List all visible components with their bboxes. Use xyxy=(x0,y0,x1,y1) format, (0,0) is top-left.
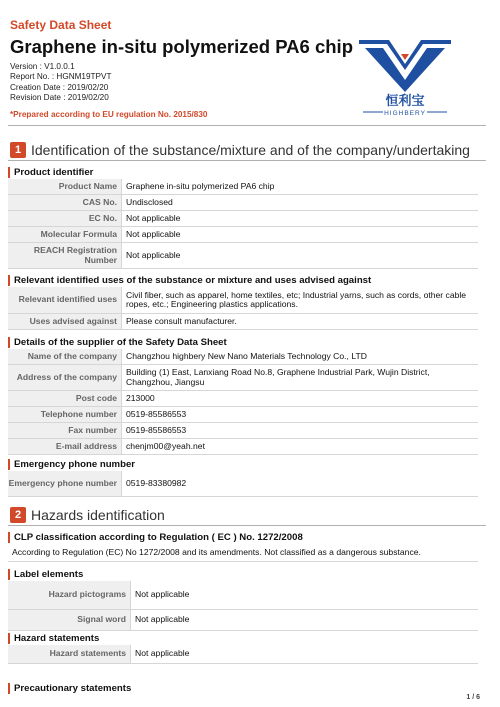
table-row xyxy=(8,179,478,195)
version-text: Version : V1.0.0.1 xyxy=(10,62,75,71)
section-title: Hazards identification xyxy=(31,507,165,523)
row-value: Please consult manufacturer. xyxy=(126,315,237,326)
hazard-statements-table xyxy=(8,645,478,664)
subsection-heading: Precautionary statements xyxy=(8,683,131,694)
subsection-heading: CLP classification according to Regulation ( EC ) No. 1272/2008 xyxy=(8,532,303,543)
divider xyxy=(8,525,486,526)
page-number: 1 / 6 xyxy=(466,694,480,701)
creation-date: Creation Date : 2019/02/20 xyxy=(10,82,109,92)
subsection-heading: Product identifier xyxy=(8,167,93,178)
table-row xyxy=(8,211,478,227)
row-label: Product Name xyxy=(8,179,122,194)
row-value: Not applicable xyxy=(126,228,181,239)
table-row xyxy=(8,391,478,407)
row-value: 0519-85586553 xyxy=(126,408,187,419)
row-label: Telephone number xyxy=(8,407,122,422)
document-type: Safety Data Sheet xyxy=(10,18,112,32)
document-meta xyxy=(10,62,111,103)
clp-text: According to Regulation (EC) No 1272/2008 and its amendments. Not classified as a dangerous substance. xyxy=(8,546,478,562)
row-value: Graphene in-situ polymerized PA6 chip xyxy=(126,180,275,191)
divider xyxy=(8,160,486,161)
table-row xyxy=(8,610,478,631)
table-row xyxy=(8,195,478,211)
row-label: Molecular Formula xyxy=(8,227,122,242)
row-value: Not applicable xyxy=(135,614,190,625)
section-number: 2 xyxy=(10,507,26,523)
row-value: Not applicable xyxy=(135,589,190,600)
row-label: Hazard statements xyxy=(8,645,131,663)
row-value: chenjm00@yeah.net xyxy=(126,440,205,451)
regulation-note: *Prepared according to EU regulation No. 2015/830 xyxy=(10,110,208,119)
table-row xyxy=(8,349,478,365)
row-label: E-mail address xyxy=(8,439,122,454)
revision-date: Revision Date : 2019/02/20 xyxy=(10,92,109,102)
table-row xyxy=(8,227,478,243)
row-value: Not applicable xyxy=(126,212,181,223)
report-number: Report No. : HGNM19TPVT xyxy=(10,72,112,82)
row-label: Uses advised against xyxy=(8,314,122,329)
section-number: 1 xyxy=(10,142,26,158)
section-1-heading xyxy=(10,142,470,158)
logo-en-text: HIGHBERY xyxy=(384,110,426,116)
emergency-table xyxy=(8,471,478,497)
table-row xyxy=(8,365,478,391)
highbery-logo xyxy=(357,36,453,116)
subsection-heading: Details of the supplier of the Safety Data Sheet xyxy=(8,337,227,348)
divider xyxy=(8,125,486,126)
row-label: Post code xyxy=(8,391,122,406)
row-label: Hazard pictograms xyxy=(8,581,131,609)
row-value: Not applicable xyxy=(126,249,181,260)
row-value: 0519-85586553 xyxy=(126,424,187,435)
row-label: Name of the company xyxy=(8,349,122,364)
row-label: Signal word xyxy=(8,610,131,630)
uses-table xyxy=(8,287,478,330)
row-value: Undisclosed xyxy=(126,196,173,207)
supplier-table xyxy=(8,349,478,455)
row-label: Emergency phone number xyxy=(8,471,122,496)
row-label: EC No. xyxy=(8,211,122,226)
subsection-heading: Label elements xyxy=(8,569,83,580)
table-row xyxy=(8,243,478,269)
subsection-heading: Relevant identified uses of the substance or mixture and uses advised against xyxy=(8,275,371,286)
row-value: 0519-83380982 xyxy=(126,477,187,488)
table-row xyxy=(8,407,478,423)
row-label: Relevant identified uses xyxy=(8,287,122,313)
table-row xyxy=(8,287,478,314)
table-row xyxy=(8,645,478,664)
section-2-heading xyxy=(10,507,165,523)
table-row xyxy=(8,423,478,439)
subsection-heading: Hazard statements xyxy=(8,633,99,644)
row-value: Civil fiber, such as apparel, home textiles, etc; Industrial yarns, such as cords, other cable ropes, etc.; Engineering plastics applications. xyxy=(126,289,467,309)
table-row xyxy=(8,471,478,497)
logo-cn-text: 恒利宝 xyxy=(385,94,425,109)
row-label: CAS No. xyxy=(8,195,122,210)
row-value: 213000 xyxy=(126,392,155,403)
label-elements-table xyxy=(8,581,478,631)
row-label: Address of the company xyxy=(8,365,122,390)
row-value: Not applicable xyxy=(135,648,190,659)
subsection-heading: Emergency phone number xyxy=(8,459,135,470)
section-title: Identification of the substance/mixture and of the company/undertaking xyxy=(31,142,470,158)
product-title: Graphene in-situ polymerized PA6 chip xyxy=(10,36,353,57)
row-value: Building (1) East, Lanxiang Road No.8, Graphene Industrial Park, Wujin District, Changzhou, Jiangsu xyxy=(126,367,430,387)
table-row xyxy=(8,439,478,455)
row-label: REACH Registration Number xyxy=(8,243,122,268)
product-identifier-table xyxy=(8,179,478,269)
table-row xyxy=(8,314,478,330)
row-value: Changzhou highbery New Nano Materials Technology Co., LTD xyxy=(126,350,367,361)
table-row xyxy=(8,581,478,610)
row-label: Fax number xyxy=(8,423,122,438)
